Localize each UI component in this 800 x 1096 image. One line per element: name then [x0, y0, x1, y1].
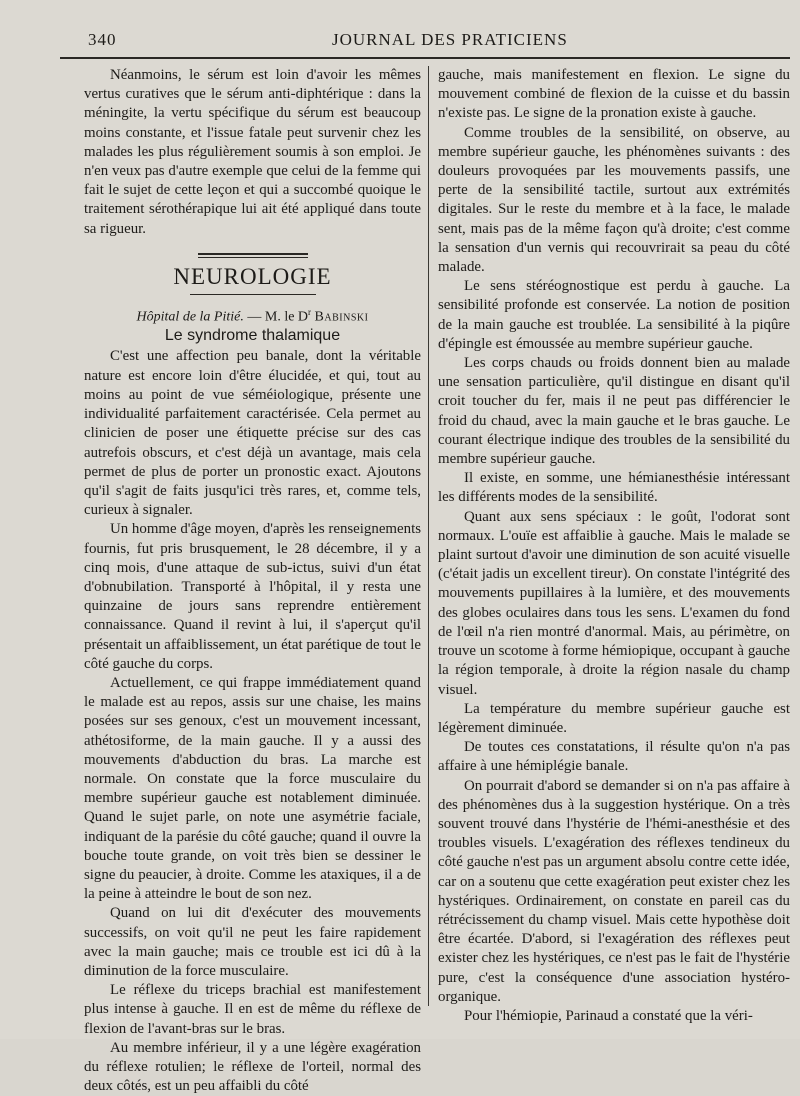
paragraph: Un homme d'âge moyen, d'après les renseignements fournis, fut pris brusquement, le 28 décembre, il y a cinq mois, d'une attaque de sub-ictus, suivi d'un état d'obnubilation. Transporté à l'hôpital, il y resta une quinzaine de jours sans reprendre entièrement connaissance. Quand il revint à lui, il s'aperçut qu'il présentait un affaiblissement, un état parétique de tout le côté gauche du corps. [84, 521, 421, 672]
section-divider [198, 253, 308, 258]
header-rule [60, 57, 790, 59]
hospital-name: Hôpital de la Pitié. [136, 309, 244, 325]
section-title: NEUROLOGIE [173, 263, 332, 289]
paragraph: Quant aux sens spéciaux : le goût, l'odorat sont normaux. L'ouïe est affaiblie à gauche. Mais le malade se plaint surtout d'avoir une diminution de son acuité visuelle (c'était jadis un excellent tireur). On constate l'intégrité des mouvements pupillaires à la lumière, et des mouvements des globes oculaires dans tous les sens. L'examen du fond de l'œil n'a rien montré d'anormal. Mais, au périmètre, on trouve un scotome à forme hémiopique, occupant à gauche la région temporale, à droite la région nasale du champ visuel. [438, 508, 790, 698]
right-column [438, 66, 790, 1026]
paragraph: De toutes ces constatations, il résulte qu'on n'a pas affaire à une hémiplégie banale. [438, 739, 790, 775]
left-column [84, 66, 421, 1096]
continuation-paragraph: gauche, mais manifestement en flexion. Le signe du mouvement combiné de flexion de la cuisse et du bassin n'existe pas. Le signe de la pronation existe à gauche. [438, 67, 790, 122]
page-number: 340 [88, 30, 117, 49]
paragraph: Le sens stéréognostique est perdu à gauche. La sensibilité profonde est conservée. La notion de position de la main gauche est troublée. La sensibilité à la piqûre d'épingle est émoussée au membre supérieur gauche. [438, 278, 790, 352]
running-title: JOURNAL DES PRATICIENS [332, 30, 568, 49]
dr-superscript: r [308, 306, 312, 317]
article-title: Le syndrome thalamique [164, 327, 341, 345]
page-header [60, 28, 790, 50]
byline-dash: — M. le D [243, 309, 309, 325]
column-divider [428, 66, 429, 1006]
paragraph: La température du membre supérieur gauche est légèrement diminuée. [438, 700, 790, 736]
paragraph: Il existe, en somme, une hémianesthésie intéressant les différents modes de la sensibilité. [438, 470, 790, 506]
paragraph: Quand on lui dit d'exécuter des mouvements successifs, on voit qu'il ne peut les faire rapidement avec la main gauche; mais ce trouble est ici dû à la diminution de la force musculaire. [84, 905, 421, 979]
paragraph: Actuellement, ce qui frappe immédiatement quand le malade est au repos, assis sur une chaise, les mains posées sur ses genoux, c'est un mouvement incessant, athétosiforme, de la main gauche. Il y a aussi des mouvements d'abduction du bras. La marche est normale. On constate que la force musculaire du membre supérieur gauche est notablement diminuée. Quand le sujet parle, on note une asymétrie faciale, indiquant de la parésie du côté gauche; quand il ouvre la bouche toute grande, on voit très bien se dessiner le signe du peaucier, à droite. Comme les ataxiques, il a de la peine à atteindre le bout de son nez. [84, 674, 421, 903]
paragraph: Pour l'hémiopie, Parinaud a constaté que la véri- [464, 1007, 753, 1024]
byline [84, 303, 421, 327]
paragraph: Le réflexe du triceps brachial est manifestement plus intense à gauche. Il en est de même du réflexe de flexion de l'avant-bras sur le bras. [84, 982, 421, 1037]
paragraph: On pourrait d'abord se demander si on n'a pas affaire à des phénomènes dus à la suggestion hystérique. On a très souvent trouvé dans l'hystérie de l'hémi-anesthésie et des troubles visuels. L'exagération des réflexes tendineux du côté gauche n'est pas un argument absolu contre cette idée, car on a soutenu que cette exagération peut exister chez les hystériques. Ordinairement, on constate en pareil cas du rétrécissement du champ visuel. Mais cette hypothèse doit être écartée. D'abord, si l'exagération des réflexes peut exister chez les hystériques, ce n'est pas le fait de l'hystérie pure, c'est la conséquence d'une association hystéro-organique. [438, 777, 790, 1005]
paragraph: Les corps chauds ou froids donnent bien au malade une sensation particulière, qu'il distingue en disant qu'il croit toucher du fer, mais il ne peut pas différencier le froid du chaud, avec la main gauche et le bras gauche. Le courant électrique indique des troubles de la sensibilité du membre supérieur gauche. [438, 355, 790, 468]
intro-paragraph: Néanmoins, le sérum est loin d'avoir les mêmes vertus curatives que le sérum anti-diphtérique : dans la méningite, la vertu spécifique du sérum est beaucoup moins constante, et l'issue fatale peut survenir chez les malades les plus régulièrement soumis à son emploi. Je n'en veux pas d'autre exemple que celui de la femme qui fait le sujet de cette leçon et qui a succombé quoique le traitement sérothérapique lui ait été appliqué dans toute sa rigueur. [84, 67, 421, 237]
paragraph: Comme troubles de la sensibilité, on observe, au membre supérieur gauche, les phénomènes suivants : des douleurs provoquées par les mouvements passifs, une perte de la sensibilité tactile, surtout aux extrémités digitales. Sur le reste du membre et à la face, le malade sent, mais pas de la même façon qu'à droite; c'est comme la sensation d'un vernis qui recouvrirait sa peau du côté malade. [438, 124, 790, 276]
paragraph: C'est une affection peu banale, dont la véritable nature est encore loin d'être élucidée, et qui, tout au moins au point de vue séméiologique, présente une individualité parfaitement caractérisée. Cela permet au clinicien de poser une étiquette précise sur des cas autrefois obscurs, et c'est déjà un avantage, mais cela permet de plus de porter un pronostic exact. Ajoutons qu'il s'agit de faits jusqu'ici très rares, et, comme tels, curieux à signaler. [84, 348, 421, 519]
left-paragraphs [84, 347, 421, 1096]
paragraph: Au membre inférieur, il y a une légère exagération du réflexe rotulien; le réflexe de l'orteil, normal des deux côtés, est un peu affaibli du côté [84, 1039, 421, 1095]
section-underline [190, 294, 316, 295]
author-name: Babinski [314, 309, 369, 325]
right-paragraphs [438, 124, 790, 1027]
